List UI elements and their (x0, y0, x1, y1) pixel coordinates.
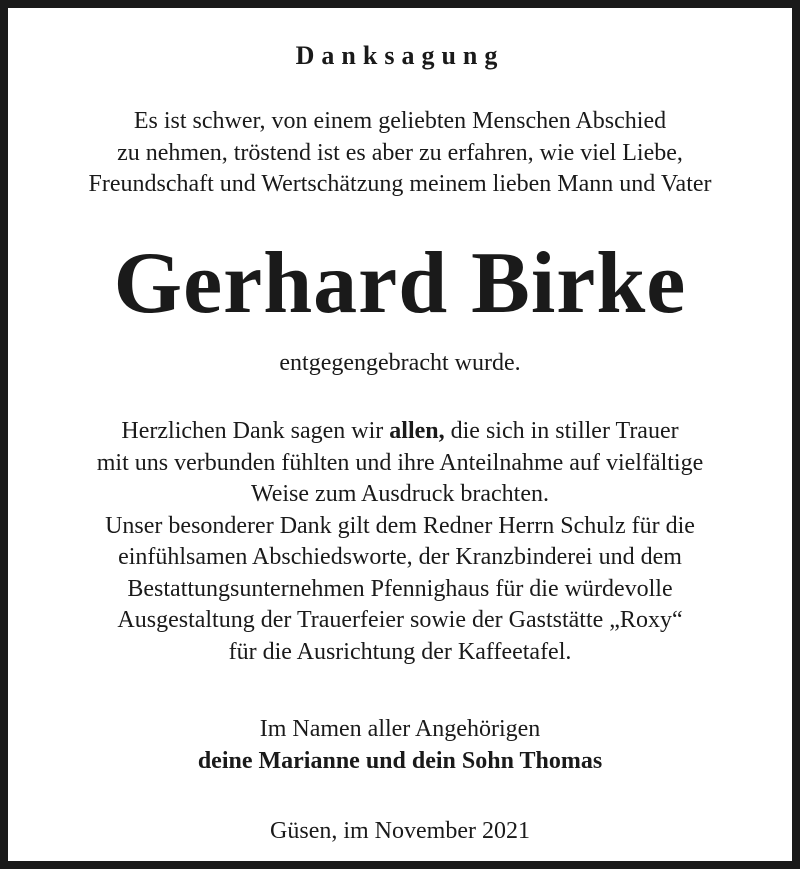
place-date (8, 816, 792, 848)
intro-paragraph (8, 106, 792, 201)
thanks-paragraph (8, 416, 792, 668)
place-date-line: Güsen, im November 2021 (270, 818, 530, 844)
thanks-line: Bestattungsunternehmen Pfennighaus für die würdevolle (127, 575, 673, 602)
intro-line: zu nehmen, tröstend ist es aber zu erfahren, wie viel Liebe, (117, 139, 683, 166)
thanks-line: Ausgestaltung der Trauerfeier sowie der Gaststätte „Roxy“ (117, 607, 683, 633)
thanks-line (8, 416, 792, 448)
thanks-line1-post: die sich in stiller Trauer (444, 418, 679, 444)
deceased-name: Gerhard Birke (113, 235, 687, 332)
heading-danksagung: Danksagung (295, 41, 505, 70)
after-name-text (8, 348, 792, 380)
signature-block (8, 714, 792, 777)
intro-line: Freundschaft und Wertschätzung meinem lieben Mann und Vater (88, 171, 712, 197)
intro-line: Es ist schwer, von einem geliebten Menschen Abschied (133, 108, 667, 134)
thanks-line1-bold: allen, (389, 418, 445, 444)
thanks-line: einfühlsamen Abschiedsworte, der Kranzbinderei und dem (118, 544, 682, 570)
signature-line-2: deine Marianne und dein Sohn Thomas (197, 747, 603, 774)
thanks-line: für die Ausrichtung der Kaffeetafel. (228, 638, 572, 665)
thanks-line1-pre: Herzlichen Dank sagen wir (121, 418, 390, 444)
thanks-line: Unser besonderer Dank gilt dem Redner Herrn Schulz für die (105, 512, 695, 539)
signature-line-1: Im Namen aller Angehörigen (259, 716, 541, 742)
thanks-line: mit uns verbunden fühlten und ihre Anteilnahme auf vielfältige (96, 449, 704, 476)
after-name-line: entgegengebracht wurde. (279, 350, 521, 376)
thanks-line: Weise zum Ausdruck brachten. (251, 481, 549, 507)
